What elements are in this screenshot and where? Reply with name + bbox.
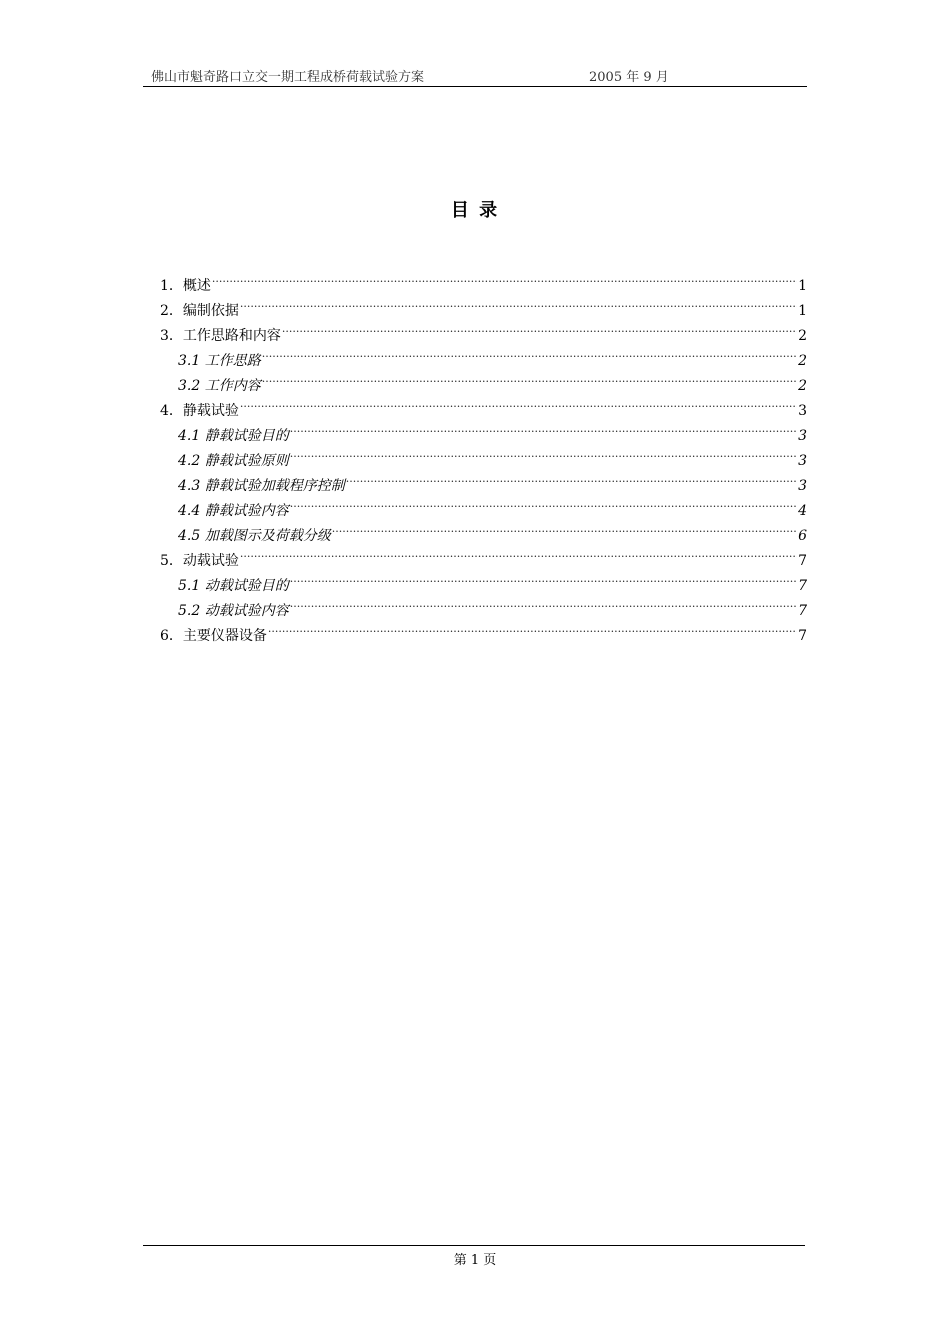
toc-entry[interactable] xyxy=(160,493,807,518)
toc-dot-leader xyxy=(212,268,797,290)
toc-entry[interactable] xyxy=(160,443,807,468)
toc-dot-leader xyxy=(240,393,797,415)
toc-entry-page-number: 3 xyxy=(798,453,807,469)
toc-dot-leader xyxy=(240,543,797,565)
toc-entry-page-number: 7 xyxy=(798,628,807,644)
toc-entry-label: 3.1 工作思路 xyxy=(178,353,261,369)
toc-entry-label: 4.5 加载图示及荷载分级 xyxy=(178,528,331,544)
toc-dot-leader xyxy=(290,443,797,465)
toc-entry-page-number: 7 xyxy=(798,553,807,569)
toc-entry-label: 4.4 静载试验内容 xyxy=(178,503,289,519)
toc-entry-page-number: 2 xyxy=(798,353,807,369)
footer-divider xyxy=(143,1245,805,1246)
toc-entry-page-number: 3 xyxy=(798,428,807,444)
toc-dot-leader xyxy=(346,468,797,490)
toc-entry-label: 2．编制依据 xyxy=(160,303,239,319)
toc-entry[interactable] xyxy=(160,268,807,293)
toc-entry-label: 5.2 动载试验内容 xyxy=(178,603,289,619)
toc-entry-label: 5．动载试验 xyxy=(160,553,239,569)
toc-dot-leader xyxy=(290,593,797,615)
header-document-title: 佛山市魁奇路口立交一期工程成桥荷载试验方案 xyxy=(151,70,425,85)
toc-dot-leader xyxy=(290,568,797,590)
toc-entry[interactable] xyxy=(160,593,807,618)
toc-entry-page-number: 3 xyxy=(798,478,807,494)
table-of-contents xyxy=(160,268,807,643)
toc-dot-leader xyxy=(290,493,797,515)
toc-entry[interactable] xyxy=(160,393,807,418)
toc-entry[interactable] xyxy=(160,618,807,643)
toc-entry-label: 3．工作思路和内容 xyxy=(160,328,281,344)
toc-entry[interactable] xyxy=(160,468,807,493)
toc-entry[interactable] xyxy=(160,318,807,343)
toc-entry[interactable] xyxy=(160,343,807,368)
toc-entry[interactable] xyxy=(160,518,807,543)
toc-entry-page-number: 6 xyxy=(798,528,807,544)
toc-dot-leader xyxy=(290,418,797,440)
toc-entry-page-number: 2 xyxy=(798,328,807,344)
page-number: 第 1 页 xyxy=(453,1253,497,1268)
toc-entry-label: 4.1 静载试验目的 xyxy=(178,428,289,444)
header-date: 2005 年 9 月 xyxy=(589,70,669,85)
toc-entry-page-number: 7 xyxy=(798,578,807,594)
toc-dot-leader xyxy=(262,343,797,365)
toc-entry[interactable] xyxy=(160,418,807,443)
toc-entry[interactable] xyxy=(160,293,807,318)
toc-entry-page-number: 1 xyxy=(798,278,807,294)
toc-entry-label: 4.2 静载试验原则 xyxy=(178,453,289,469)
toc-dot-leader xyxy=(240,293,797,315)
toc-dot-leader xyxy=(262,368,797,390)
toc-entry-page-number: 1 xyxy=(798,303,807,319)
toc-entry-page-number: 2 xyxy=(798,378,807,394)
toc-dot-leader xyxy=(268,618,797,640)
page-header xyxy=(143,66,807,87)
toc-entry-label: 5.1 动载试验目的 xyxy=(178,578,289,594)
toc-entry-label: 1．概述 xyxy=(160,278,211,294)
toc-entry[interactable] xyxy=(160,543,807,568)
toc-entry-page-number: 7 xyxy=(798,603,807,619)
toc-entry-page-number: 3 xyxy=(798,403,807,419)
toc-title: 目 录 xyxy=(450,200,500,221)
toc-entry-label: 3.2 工作内容 xyxy=(178,378,261,394)
toc-entry-label: 4．静载试验 xyxy=(160,403,239,419)
toc-entry-label: 6．主要仪器设备 xyxy=(160,628,267,644)
toc-entry[interactable] xyxy=(160,368,807,393)
toc-dot-leader xyxy=(332,518,797,540)
toc-entry[interactable] xyxy=(160,568,807,593)
toc-entry-label: 4.3 静载试验加载程序控制 xyxy=(178,478,345,494)
toc-entry-page-number: 4 xyxy=(798,503,807,519)
toc-dot-leader xyxy=(282,318,797,340)
